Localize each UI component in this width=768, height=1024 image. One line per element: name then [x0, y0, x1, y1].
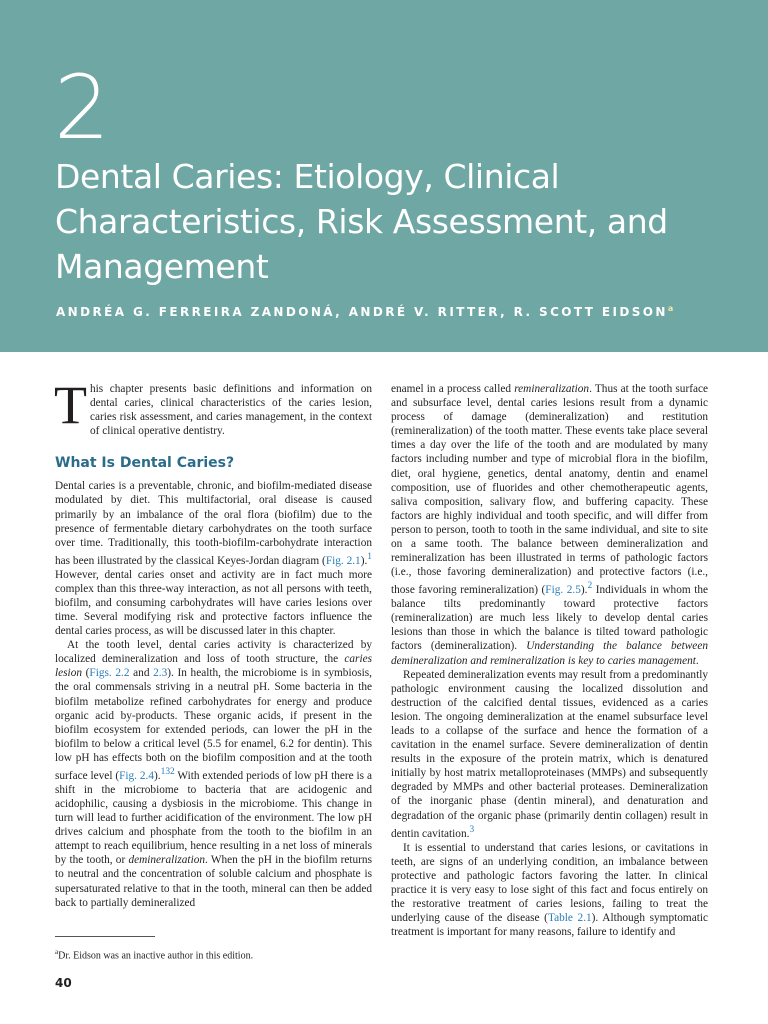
paragraph-text: At the tooth level, dental caries activity is characterized by localized demineralization and loss of tooth structure, the	[55, 639, 372, 666]
footnote-marker: a	[55, 948, 59, 956]
left-column	[54, 375, 372, 910]
body-paragraph	[391, 668, 708, 841]
right-column	[391, 382, 708, 939]
paragraph-text: Repeated demineralization events may result from a predominantly pathologic environment causing the localized dissolution and destruction of the calcified dental tissues, evidenced as a caries lesion. The ongoing demineralization at the enamel subsurface level leads to a collapse of the surface and hence the formation of a cavitation in the enamel surface. Severe demineralization of dentin results in the exposure of the protein matrix, which is denatured initially by host matrix metalloproteinases (MMPs) and subsequently degraded by MMPs and other bacterial proteases. Demineralization of the inorganic phase (dentin mineral), and denaturation and degradation of the organic phase (primarily dentin collagen) result in dentin cavitation.	[391, 668, 708, 840]
emphasis-text: caries lesion	[55, 653, 372, 680]
chapter-banner	[0, 0, 768, 352]
chapter-number: 2	[54, 56, 110, 159]
figure-link[interactable]: Fig. 2.1	[325, 554, 361, 567]
section-heading: What Is Dental Caries?	[55, 455, 235, 472]
intro-paragraph	[54, 375, 372, 438]
paragraph-text: Dental caries is a preventable, chronic, and biofilm-mediated disease modulated by diet. This multifactorial, oral disease is caused primarily by an imbalance of the oral flora (biofilm) due to the presence of fermentable dietary carbohydrates on the tooth surface over time. Traditionally, this tooth-biofilm-carbohydrate interaction has been illustrated by the classical Keyes-Jordan diagram (	[55, 480, 372, 567]
footnote-divider	[55, 936, 155, 937]
intro-text: his chapter presents basic definitions and information on dental caries, clinical characteristics of the caries lesion, caries risk assessment, and caries management, in the context of clinical operative dentistry.	[90, 383, 372, 438]
paragraph-text: ).	[580, 584, 588, 597]
body-paragraph	[55, 638, 372, 910]
paragraph-text: ). Although symptomatic treatment is important for many reasons, failure to identify and	[391, 912, 709, 939]
paragraph-text: enamel in a process called	[391, 383, 515, 395]
footnote	[55, 946, 372, 962]
chapter-authors	[56, 304, 673, 319]
emphasis-text: demineralization	[128, 854, 206, 867]
citation-link[interactable]: 3	[469, 824, 475, 835]
citation-link[interactable]: 1	[367, 551, 372, 562]
body-paragraph	[391, 382, 708, 668]
paragraph-text: . Thus at the tooth surface and subsurface level, dental caries lesions result from a dynamic process of damage (demineralization) and restitution (remineralization) of the tooth matter. These events take place several times a day over the life of the tooth and are modulated by many factors including number and type of microbial flora in the biofilm, diet, oral hygiene, genetics, dental anatomy, dentin and enamel composition, use of fluorides and other chemotherapeutic agents, saliva composition, salivary flow, and buffering capacity. These factors are highly individual and tooth specific, and will differ from person to person, tooth to tooth in the same individual, and site to site on a same tooth. The balance between demineralization and remineralization has been illustrated in terms of pathologic factors (i.e., those favoring demineralization) and protective factors (i.e., those favoring remineralization) (	[391, 383, 709, 597]
table-link[interactable]: Table 2.1	[547, 912, 592, 924]
paragraph-text: ).	[360, 554, 368, 567]
paragraph-text: However, dental caries onset and activity are in fact much more complex than this three-way interaction, as not all persons with teeth, biofilm, and consuming carbohydrates will have caries lesions over time. Several modifying risk and protective factors influence the dental caries process, as will be discussed later in this chapter.	[55, 568, 372, 638]
figure-link[interactable]: 2.3	[153, 667, 168, 680]
emphasis-text: remineralization	[514, 383, 590, 395]
drop-cap: T	[54, 375, 87, 435]
emphasis-text: Understanding the balance between demineralization and remineralization is key to caries management	[391, 640, 708, 667]
footnote-text: Dr. Eidson was an inactive author in this edition.	[58, 950, 254, 962]
body-paragraph	[391, 841, 708, 940]
page-number: 40	[55, 976, 72, 990]
paragraph-text: ). In health, the microbiome is in symbiosis, the oral commensals striving in a neutral pH. Some bacteria in the biofilm metabolize refined carbohydrates for energy and produce organic acid by-products. These organic acids, if present in the biofilm ecosystem for extended periods, can lower the pH in the biofilm to below a critical level (5.5 for enamel, 6.2 for dentin). This low pH has effects both on the biofilm composition and at the tooth surface level (	[55, 667, 372, 782]
author-names: ANDRÉA G. FERREIRA ZANDONÁ, ANDRÉ V. RITTER, R. SCOTT EIDSON	[56, 305, 668, 319]
paragraph-text: It is essential to understand that caries lesions, or cavitations in teeth, are signs of an underlying condition, an imbalance between protective and pathologic factors favoring the latter. In clinical practice it is very easy to lose sight of this fact and focus entirely on the restorative treatment of caries lesions, failing to treat the underlying cause of the disease (	[391, 841, 708, 924]
paragraph-text: With extended periods of low pH there is a shift in the microbiome to bacteria that are acidogenic and acidophilic, causing a dysbiosis in the microbiome. This change in turn will lead to further acidification of the environment. The low pH drives calcium and phosphate from the tooth to the biofilm in an attempt to reach equilibrium, hence resulting in a net loss of minerals by the tooth, or	[55, 769, 372, 867]
chapter-title: Dental Caries: Etiology, Clinical Characteristics, Risk Assessment, and Management	[55, 157, 668, 286]
paragraph-text: ).	[154, 769, 161, 782]
body-paragraph	[55, 479, 372, 638]
author-note-marker: a	[667, 304, 674, 313]
citation-link[interactable]: 132	[160, 767, 175, 778]
paragraph-text: .	[695, 654, 699, 667]
paragraph-text: . When the pH in the biofilm returns to neutral and the concentration of soluble calcium and phosphate is supersaturated relative to that in the tooth, mineral can then be added back to partially demineralized	[55, 854, 372, 909]
paragraph-text: Individuals in whom the balance tilts predominantly toward protective factors (remineralization) are much less likely to develop dental caries lesions than those in which the balance is tilted toward pathologic factors (demineralization).	[391, 584, 708, 653]
figure-link[interactable]: Fig. 2.5	[545, 584, 581, 597]
paragraph-text: and	[129, 667, 154, 680]
figure-link[interactable]: Figs. 2.2	[89, 667, 130, 680]
paragraph-text: (	[82, 667, 90, 680]
figure-link[interactable]: Fig. 2.4	[119, 769, 155, 782]
citation-link[interactable]: 2	[587, 581, 593, 592]
